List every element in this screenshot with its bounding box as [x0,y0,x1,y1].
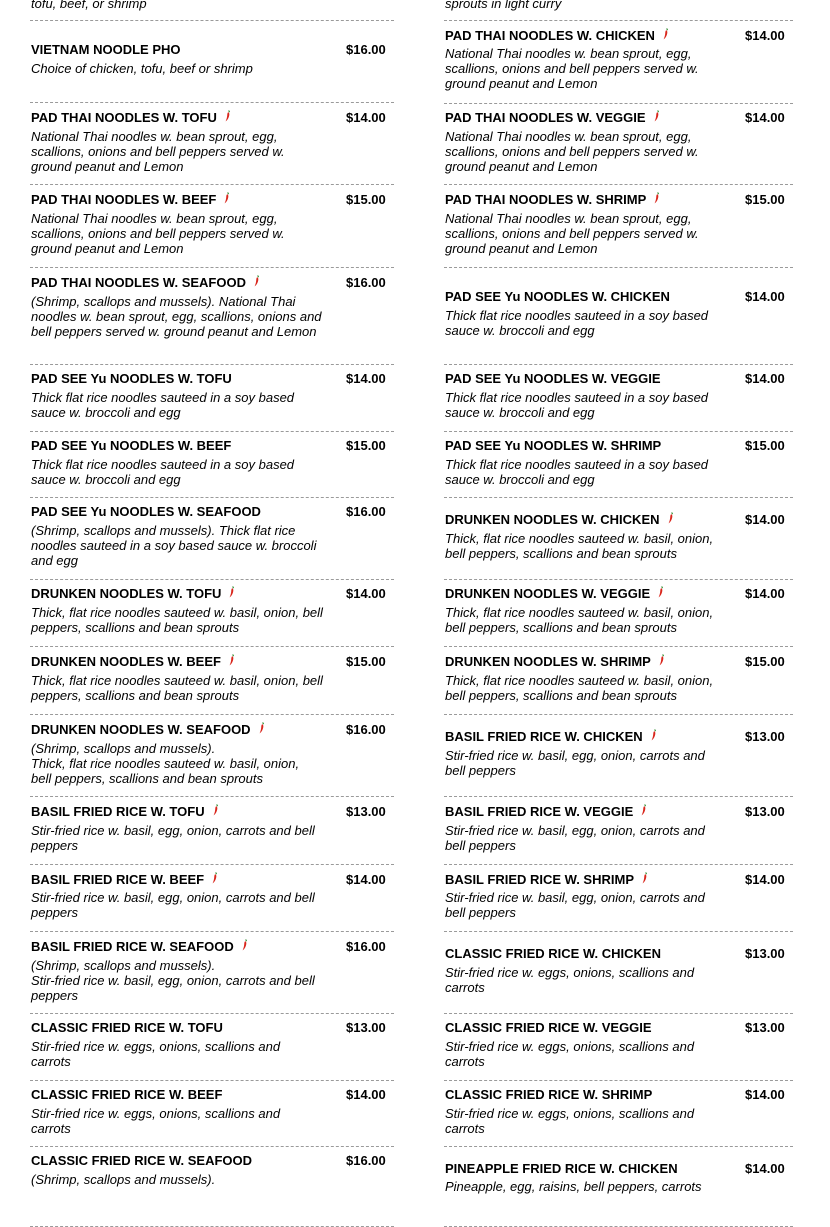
menu-item-pineapple-fried-rice-w-chicken [444,1146,793,1227]
item-name-text: DRUNKEN NOODLES W. SEAFOOD [31,722,251,737]
menu-item-pad-thai-noodles-w-shrimp [444,184,793,268]
item-description-line: (Shrimp, scallops and mussels). [31,958,216,973]
menu-item-pad-see-yu-noodles-w-chicken [444,267,793,365]
item-name [445,192,660,207]
item-description: Pineapple, egg, raisins, bell peppers, carrots [445,1179,702,1194]
chili-pepper-icon [225,110,231,122]
item-name [445,1161,678,1176]
item-name [445,872,648,887]
chili-pepper-icon [651,729,657,741]
chili-pepper-icon [259,722,265,734]
item-name [445,28,669,43]
item-name-text: PAD THAI NOODLES W. SEAFOOD [31,275,246,290]
item-description-line: peppers [31,988,78,1003]
chili-pepper-icon [224,192,230,204]
menu-item-pad-thai-noodles-w-veggie [444,103,793,185]
item-name [31,192,230,207]
item-name-text: VIETNAM NOODLE PHO [31,42,181,57]
item-description: Thick flat rice noodles sauteed in a soy based sauce w. broccoli and egg [445,457,709,487]
item-description-line: (Shrimp, scallops and mussels). [31,741,216,756]
item-description: Stir-fried rice w. eggs, onions, scallions and carrots [445,965,695,995]
menu-item-pad-thai-noodles-w-tofu [30,102,394,185]
item-name [31,371,232,386]
item-price: $15.00 [346,654,386,669]
item-name-text: BASIL FRIED RICE W. SHRIMP [445,872,634,887]
item-description: National Thai noodles w. bean sprout, egg, scallions, onions and bell peppers served w. ground peanut and Lemon [445,46,699,91]
menu-item-basil-fried-rice-w-seafood [30,931,394,1014]
item-price: $14.00 [346,371,386,386]
item-description: Thick, flat rice noodles sauteed w. basil, onion, bell peppers, scallions and bean sprouts [445,531,714,561]
item-description: sprouts in light curry [445,0,562,11]
item-price: $14.00 [346,1087,386,1102]
chili-pepper-icon [659,654,665,666]
item-price: $13.00 [346,1020,386,1035]
item-description: Stir-fried rice w. basil, egg, onion, carrots and bell peppers [31,823,315,853]
item-name [31,110,231,125]
menu-item-drunken-noodles-w-veggie [444,579,793,647]
item-description-line: bell peppers, scallions and bean sprouts [31,771,263,786]
item-price: $13.00 [346,804,386,819]
item-name-text: DRUNKEN NOODLES W. BEEF [31,654,221,669]
item-price: $15.00 [745,438,785,453]
item-description: National Thai noodles w. bean sprout, egg, scallions, onions and bell peppers served w. ground peanut and Lemon [31,211,285,256]
menu-item-drunken-noodles-w-chicken [444,497,793,580]
menu-item-pad-see-yu-noodles-w-shrimp [444,431,793,498]
item-name-text: BASIL FRIED RICE W. TOFU [31,804,205,819]
item-name-text: PAD SEE Yu NOODLES W. CHICKEN [445,289,670,304]
chili-pepper-icon [254,275,260,287]
item-price: $14.00 [745,512,785,527]
item-name-text: PAD THAI NOODLES W. BEEF [31,192,217,207]
menu-item-pad-see-yu-noodles-w-beef [30,431,394,498]
item-name [31,1087,222,1102]
item-name-text: CLASSIC FRIED RICE W. TOFU [31,1020,223,1035]
item-price: $14.00 [745,1087,785,1102]
chili-pepper-icon [213,804,219,816]
chili-pepper-icon [663,28,669,40]
chili-pepper-icon [654,192,660,204]
item-name [445,804,647,819]
item-description [31,958,323,1003]
item-description: Thick flat rice noodles sauteed in a soy based sauce w. broccoli and egg [31,390,295,420]
item-price: $14.00 [745,289,785,304]
item-name [31,1020,223,1035]
item-description: National Thai noodles w. bean sprout, egg, scallions, onions and bell peppers served w. ground peanut and Lemon [31,129,285,174]
item-name [445,654,665,669]
item-name [445,1020,652,1035]
item-name [445,110,660,125]
chili-pepper-icon [229,654,235,666]
chili-pepper-icon [654,110,660,122]
item-price: $15.00 [346,192,386,207]
item-description: Thick, flat rice noodles sauteed w. basil, onion, bell peppers, scallions and bean sprouts [31,673,323,703]
item-price: $16.00 [346,939,386,954]
menu-item-classic-fried-rice-w-veggie [444,1013,793,1081]
item-name [445,371,661,386]
item-price: $15.00 [745,192,785,207]
item-name [445,729,657,744]
item-description-line: Stir-fried rice w. basil, egg, onion, carrots and bell [31,973,315,988]
item-name-text: CLASSIC FRIED RICE W. CHICKEN [445,946,661,961]
item-description: Stir-fried rice w. eggs, onions, scallions and carrots [445,1106,695,1136]
item-price: $13.00 [745,946,785,961]
item-description: tofu, beef, or shrimp [31,0,147,11]
menu-item-vietnam-noodle-pho [30,20,394,103]
item-name-text: BASIL FRIED RICE W. SEAFOOD [31,939,234,954]
chili-pepper-icon [642,872,648,884]
item-description: National Thai noodles w. bean sprout, egg, scallions, onions and bell peppers served w. ground peanut and Lemon [445,211,699,256]
item-description: Choice of chicken, tofu, beef or shrimp [31,61,253,76]
item-price: $14.00 [745,1161,785,1176]
item-price: $15.00 [745,654,785,669]
item-description: Thick flat rice noodles sauteed in a soy based sauce w. broccoli and egg [445,390,709,420]
chili-pepper-icon [641,804,647,816]
item-price: $15.00 [346,438,386,453]
menu-item-pad-thai-noodles-w-chicken [444,20,793,104]
item-name-text: PAD SEE Yu NOODLES W. SEAFOOD [31,504,261,519]
item-price: $14.00 [346,872,386,887]
item-price: $16.00 [346,504,386,519]
menu-item-basil-fried-rice-w-shrimp [444,864,793,932]
item-name-text: PAD THAI NOODLES W. CHICKEN [445,28,655,43]
item-description: National Thai noodles w. bean sprout, egg, scallions, onions and bell peppers served w. ground peanut and Lemon [445,129,699,174]
item-price: $16.00 [346,1153,386,1168]
menu-item-classic-fried-rice-w-seafood [30,1146,394,1227]
item-price: $13.00 [745,729,785,744]
item-name [445,512,674,527]
menu-item-basil-fried-rice-w-veggie [444,796,793,865]
item-name [31,804,219,819]
item-name-text: CLASSIC FRIED RICE W. SHRIMP [445,1087,653,1102]
item-name [31,504,261,519]
item-name-text: BASIL FRIED RICE W. VEGGIE [445,804,634,819]
item-name-text: BASIL FRIED RICE W. CHICKEN [445,729,643,744]
chili-pepper-icon [212,872,218,884]
item-name-text: DRUNKEN NOODLES W. TOFU [31,586,222,601]
item-description [31,741,323,786]
menu-item-pad-see-yu-noodles-w-veggie [444,364,793,432]
item-description: Stir-fried rice w. basil, egg, onion, carrots and bell peppers [445,823,705,853]
menu-item-drunken-noodles-w-beef [30,646,394,715]
menu-item-classic-fried-rice-w-chicken [444,931,793,1014]
item-price: $13.00 [745,804,785,819]
chili-pepper-icon [229,586,235,598]
item-name [31,1153,252,1168]
chili-pepper-icon [668,512,674,524]
item-name [31,586,235,601]
item-price: $14.00 [745,371,785,386]
item-description: Stir-fried rice w. basil, egg, onion, carrots and bell peppers [31,890,315,920]
menu-item-drunken-noodles-w-shrimp [444,646,793,715]
item-description: (Shrimp, scallops and mussels). Thick flat rice noodles sauteed in a soy based sauce w. broccoli and egg [31,523,317,568]
item-name-text: CLASSIC FRIED RICE W. VEGGIE [445,1020,652,1035]
item-name [31,939,248,954]
menu-item-basil-fried-rice-w-tofu [30,796,394,865]
item-name [31,275,260,290]
item-price: $14.00 [745,872,785,887]
item-name-text: PAD SEE Yu NOODLES W. VEGGIE [445,371,661,386]
item-price: $14.00 [346,586,386,601]
item-price: $14.00 [745,586,785,601]
item-price: $14.00 [346,110,386,125]
menu-item-continued [30,0,394,21]
item-description: Stir-fried rice w. eggs, onions, scallions and carrots [445,1039,695,1069]
item-name [31,438,231,453]
item-name-text: PAD SEE Yu NOODLES W. SHRIMP [445,438,662,453]
item-name-text: DRUNKEN NOODLES W. SHRIMP [445,654,651,669]
item-name-text: DRUNKEN NOODLES W. VEGGIE [445,586,651,601]
menu-item-basil-fried-rice-w-beef [30,864,394,932]
menu-item-drunken-noodles-w-tofu [30,579,394,647]
item-description: Thick, flat rice noodles sauteed w. basil, onion, bell peppers, scallions and bean sprouts [445,673,714,703]
item-price: $16.00 [346,42,386,57]
item-name [445,586,664,601]
item-name [445,1087,652,1102]
item-name-text: DRUNKEN NOODLES W. CHICKEN [445,512,660,527]
item-name [445,438,661,453]
item-name-text: PAD SEE Yu NOODLES W. TOFU [31,371,232,386]
menu-item-basil-fried-rice-w-chicken [444,714,793,797]
item-name [31,654,235,669]
menu-item-pad-thai-noodles-w-beef [30,184,394,268]
item-name-text: PINEAPPLE FRIED RICE W. CHICKEN [445,1161,678,1176]
item-description: Thick, flat rice noodles sauteed w. basil, onion, bell peppers, scallions and bean sprouts [31,605,323,635]
item-name [31,722,265,737]
item-name [445,289,670,304]
item-price: $14.00 [745,110,785,125]
menu-item-pad-see-yu-noodles-w-tofu [30,364,394,432]
item-description: Thick flat rice noodles sauteed in a soy based sauce w. broccoli and egg [31,457,295,487]
item-price: $16.00 [346,722,386,737]
item-description: Stir-fried rice w. eggs, onions, scallions and carrots [31,1106,281,1136]
item-name-text: BASIL FRIED RICE W. BEEF [31,872,205,887]
item-name-text: CLASSIC FRIED RICE W. BEEF [31,1087,223,1102]
item-name [31,872,218,887]
menu-item-drunken-noodles-w-seafood [30,714,394,797]
item-description: (Shrimp, scallops and mussels). National Thai noodles w. bean sprout, egg, scallions, onions and bell peppers served w. ground peanut and Lemon [31,294,322,339]
chili-pepper-icon [242,939,248,951]
item-price: $13.00 [745,1020,785,1035]
item-description: Stir-fried rice w. basil, egg, onion, carrots and bell peppers [445,890,705,920]
item-price: $16.00 [346,275,386,290]
chili-pepper-icon [658,586,664,598]
item-name-text: PAD THAI NOODLES W. TOFU [31,110,217,125]
item-name [445,946,661,961]
item-price: $14.00 [745,28,785,43]
item-name [31,42,181,57]
item-name-text: PAD THAI NOODLES W. VEGGIE [445,110,646,125]
menu-item-classic-fried-rice-w-beef [30,1080,394,1147]
item-description: Thick, flat rice noodles sauteed w. basil, onion, bell peppers, scallions and bean sprouts [445,605,714,635]
item-name-text: CLASSIC FRIED RICE W. SEAFOOD [31,1153,253,1168]
menu-item-continued [444,0,793,21]
menu-item-classic-fried-rice-w-tofu [30,1013,394,1081]
item-description: Thick flat rice noodles sauteed in a soy based sauce w. broccoli and egg [445,308,709,338]
menu-item-classic-fried-rice-w-shrimp [444,1080,793,1147]
item-name-text: PAD THAI NOODLES W. SHRIMP [445,192,647,207]
item-description: Stir-fried rice w. eggs, onions, scallions and carrots [31,1039,281,1069]
menu-item-pad-see-yu-noodles-w-seafood [30,497,394,580]
menu-item-pad-thai-noodles-w-seafood [30,267,394,365]
item-description: Stir-fried rice w. basil, egg, onion, carrots and bell peppers [445,748,705,778]
item-description-line: Thick, flat rice noodles sauteed w. basil, onion, [31,756,300,771]
item-description: (Shrimp, scallops and mussels). [31,1172,216,1187]
item-name-text: PAD SEE Yu NOODLES W. BEEF [31,438,232,453]
